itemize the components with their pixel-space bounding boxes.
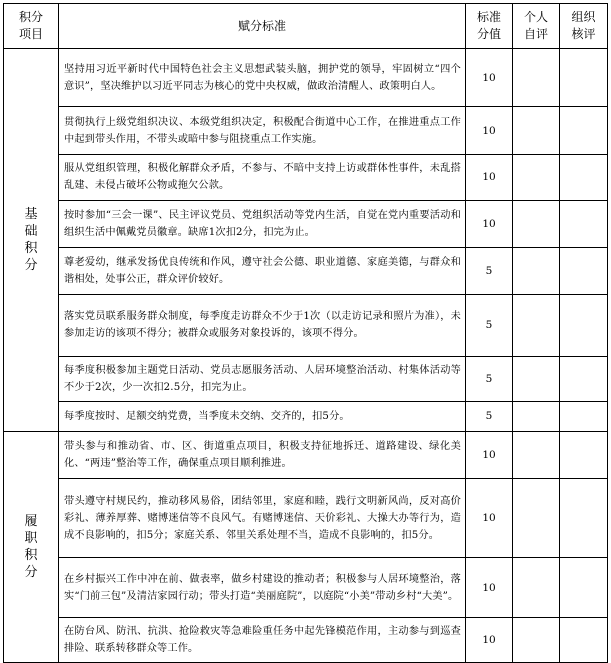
score-value: 5	[466, 356, 513, 401]
self-eval-cell[interactable]	[513, 401, 560, 431]
score-value: 10	[466, 154, 513, 200]
standard-text: 落实党员联系服务群众制度，每季度走访群众不少于1次（以走访记录和照片为准），未参加走访的该项不得分；被群众或服务对象投诉的，该项不得分。	[59, 295, 466, 356]
table-row	[4, 154, 608, 200]
self-eval-cell[interactable]	[513, 356, 560, 401]
table-row	[4, 107, 608, 154]
table-row	[4, 431, 608, 478]
standard-text: 每季度积极参加主题党日活动、党员志愿服务活动、人居环境整治活动、村集体活动等不少于2次，少一次扣2.5分，扣完为止。	[59, 356, 466, 401]
org-eval-cell[interactable]	[560, 401, 608, 431]
org-eval-cell[interactable]	[560, 431, 608, 478]
header-category: 积分 项目	[4, 4, 59, 49]
standard-text: 坚持用习近平新时代中国特色社会主义思想武装头脑，拥护党的领导，牢固树立“四个意识”，坚决维护以习近平同志为核心的党中央权威，做政治清醒人、政策明白人。	[59, 49, 466, 107]
org-eval-cell[interactable]	[560, 49, 608, 107]
table-row	[4, 401, 608, 431]
self-eval-cell[interactable]	[513, 49, 560, 107]
score-value: 10	[466, 558, 513, 617]
table-row	[4, 295, 608, 356]
org-eval-cell[interactable]	[560, 479, 608, 558]
standard-text: 带头参与和推动省、市、区、街道重点项目，积极支持征地拆迁、道路建设、绿化美化、“两违”整治等工作，确保重点项目顺利推进。	[59, 431, 466, 478]
table-row	[4, 617, 608, 662]
score-value: 10	[466, 479, 513, 558]
org-eval-cell[interactable]	[560, 248, 608, 295]
org-eval-cell[interactable]	[560, 558, 608, 617]
score-value: 10	[466, 107, 513, 154]
self-eval-cell[interactable]	[513, 248, 560, 295]
self-eval-cell[interactable]	[513, 295, 560, 356]
self-eval-cell[interactable]	[513, 107, 560, 154]
header-row	[4, 4, 608, 49]
standard-text: 服从党组织管理，积极化解群众矛盾，不参与、不暗中支持上访或群体性事件，未乱搭乱建、未侵占破坏公物或拖欠公款。	[59, 154, 466, 200]
org-eval-cell[interactable]	[560, 617, 608, 662]
standard-text: 在乡村振兴工作中冲在前、做表率，做乡村建设的推动者；积极参与人居环境整治，落实“门前三包”及清洁家园行动；带头打造“美丽庭院”，以庭院“小美”带动乡村“大美”。	[59, 558, 466, 617]
table-row	[4, 200, 608, 247]
score-value: 10	[466, 617, 513, 662]
table-row	[4, 479, 608, 558]
standard-text: 按时参加“三会一课”、民主评议党员、党组织活动等党内生活，自觉在党内重要活动和组织生活中佩戴党员徽章。缺席1次扣2分，扣完为止。	[59, 200, 466, 247]
score-value: 5	[466, 248, 513, 295]
org-eval-cell[interactable]	[560, 200, 608, 247]
scoring-table	[3, 3, 608, 663]
self-eval-cell[interactable]	[513, 154, 560, 200]
org-eval-cell[interactable]	[560, 154, 608, 200]
score-value: 5	[466, 295, 513, 356]
org-eval-cell[interactable]	[560, 356, 608, 401]
standard-text: 贯彻执行上级党组织决议、本级党组织决定，积极配合街道中心工作，在推进重点工作中起到带头作用，不带头或暗中参与阻挠重点工作实施。	[59, 107, 466, 154]
table-row	[4, 558, 608, 617]
score-value: 5	[466, 401, 513, 431]
self-eval-cell[interactable]	[513, 200, 560, 247]
self-eval-cell[interactable]	[513, 617, 560, 662]
table-row	[4, 356, 608, 401]
standard-text: 带头遵守村规民约，推动移风易俗，团结邻里，家庭和睦，践行文明新风尚，反对高价彩礼、薄养厚葬、赌博迷信等不良风气。有赌博迷信、天价彩礼、大操大办等行为，造成不良影响的，扣5分；家庭关系、邻里关系处理不当，造成不良影响的，扣5分。	[59, 479, 466, 558]
header-standard: 赋分标准	[59, 4, 466, 49]
section-label-duty: 履 职 积 分	[4, 431, 59, 662]
section-label-basic: 基 础 积 分	[4, 49, 59, 432]
table-row	[4, 49, 608, 107]
header-org-eval: 组织 核评	[560, 4, 608, 49]
header-self-eval: 个人 自评	[513, 4, 560, 49]
score-value: 10	[466, 49, 513, 107]
standard-text: 每季度按时、足额交纳党费，当季度未交纳、交齐的，扣5分。	[59, 401, 466, 431]
self-eval-cell[interactable]	[513, 558, 560, 617]
standard-text: 尊老爱幼，继承发扬优良传统和作风，遵守社会公德、职业道德、家庭美德，与群众和谐相处，处事公正，群众评价较好。	[59, 248, 466, 295]
standard-text: 在防台风、防汛、抗洪、抢险救灾等急难险重任务中起先锋模范作用，主动参与到巡查排险、联系转移群众等工作。	[59, 617, 466, 662]
score-value: 10	[466, 200, 513, 247]
table-row	[4, 248, 608, 295]
org-eval-cell[interactable]	[560, 295, 608, 356]
header-score: 标准 分值	[466, 4, 513, 49]
self-eval-cell[interactable]	[513, 479, 560, 558]
score-value: 10	[466, 431, 513, 478]
self-eval-cell[interactable]	[513, 431, 560, 478]
org-eval-cell[interactable]	[560, 107, 608, 154]
